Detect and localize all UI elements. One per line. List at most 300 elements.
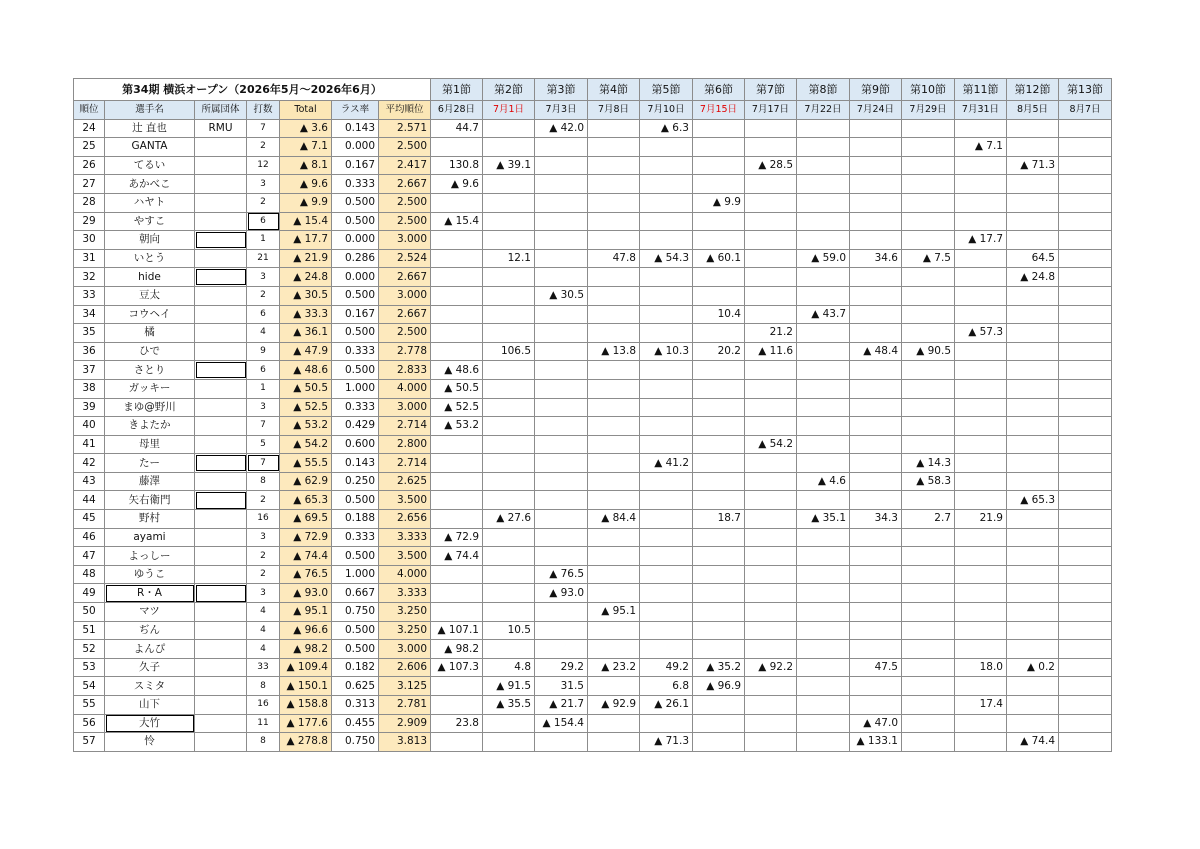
avg-rank-cell: 2.417 <box>379 156 431 175</box>
rank-cell: 53 <box>74 658 105 677</box>
org-cell <box>195 677 247 696</box>
score-cell <box>588 417 640 436</box>
avg-rank-cell: 3.000 <box>379 286 431 305</box>
table-row <box>74 603 1112 622</box>
total-cell: ▲ 17.7 <box>280 231 332 250</box>
score-cell <box>850 324 902 343</box>
score-cell <box>588 733 640 752</box>
last-rate-cell: 0.182 <box>332 658 379 677</box>
date-header: 7月17日 <box>745 101 797 120</box>
score-cell <box>745 696 797 715</box>
score-cell: 6.8 <box>640 677 693 696</box>
score-cell <box>693 565 745 584</box>
score-cell <box>640 528 693 547</box>
score-cell <box>902 547 955 566</box>
player-name-cell: 野村 <box>105 510 195 529</box>
games-cell: 16 <box>247 696 280 715</box>
score-cell <box>431 305 483 324</box>
score-cell: ▲ 107.1 <box>431 621 483 640</box>
avg-rank-cell: 2.714 <box>379 417 431 436</box>
score-cell: ▲ 35.2 <box>693 658 745 677</box>
score-cell <box>1059 379 1112 398</box>
score-cell <box>483 286 535 305</box>
score-cell <box>535 249 588 268</box>
score-cell: 49.2 <box>640 658 693 677</box>
section-header: 第11節 <box>955 79 1007 101</box>
score-cell: ▲ 91.5 <box>483 677 535 696</box>
score-cell <box>1059 565 1112 584</box>
column-header: 所属団体 <box>195 101 247 120</box>
section-header: 第2節 <box>483 79 535 101</box>
score-cell <box>850 286 902 305</box>
score-cell <box>1059 138 1112 157</box>
score-cell <box>693 268 745 287</box>
score-cell: ▲ 0.2 <box>1007 658 1059 677</box>
score-cell <box>955 435 1007 454</box>
rank-cell: 50 <box>74 603 105 622</box>
rank-cell: 28 <box>74 193 105 212</box>
org-cell <box>195 547 247 566</box>
score-cell <box>850 435 902 454</box>
score-cell: ▲ 39.1 <box>483 156 535 175</box>
player-name-cell: ひで <box>105 342 195 361</box>
score-cell <box>693 640 745 659</box>
score-cell <box>797 528 850 547</box>
score-cell <box>1007 361 1059 380</box>
score-cell <box>588 640 640 659</box>
score-cell: ▲ 43.7 <box>797 305 850 324</box>
avg-rank-cell: 2.500 <box>379 193 431 212</box>
score-cell <box>588 398 640 417</box>
player-name-cell: ガッキー <box>105 379 195 398</box>
score-cell: ▲ 27.6 <box>483 510 535 529</box>
player-name-cell: 藤澤 <box>105 472 195 491</box>
org-cell <box>195 379 247 398</box>
score-cell <box>902 491 955 510</box>
score-cell <box>588 268 640 287</box>
games-cell: 7 <box>247 454 280 473</box>
score-cell: 44.7 <box>431 119 483 138</box>
rank-cell: 43 <box>74 472 105 491</box>
org-cell <box>195 342 247 361</box>
score-cell <box>902 621 955 640</box>
score-cell <box>1007 379 1059 398</box>
score-cell <box>850 621 902 640</box>
score-cell: 130.8 <box>431 156 483 175</box>
score-cell <box>640 193 693 212</box>
score-cell: ▲ 48.4 <box>850 342 902 361</box>
score-cell <box>1007 640 1059 659</box>
score-cell <box>955 156 1007 175</box>
score-cell <box>902 193 955 212</box>
score-cell <box>902 677 955 696</box>
score-cell <box>1059 677 1112 696</box>
score-cell <box>1059 268 1112 287</box>
score-cell <box>902 379 955 398</box>
score-cell: ▲ 10.3 <box>640 342 693 361</box>
rank-cell: 25 <box>74 138 105 157</box>
score-cell <box>1007 565 1059 584</box>
score-cell: ▲ 41.2 <box>640 454 693 473</box>
total-cell: ▲ 95.1 <box>280 603 332 622</box>
score-cell <box>640 231 693 250</box>
score-cell <box>640 268 693 287</box>
score-cell <box>902 565 955 584</box>
score-cell: ▲ 74.4 <box>1007 733 1059 752</box>
score-cell <box>797 565 850 584</box>
total-cell: ▲ 69.5 <box>280 510 332 529</box>
date-header: 7月15日 <box>693 101 745 120</box>
date-header: 7月29日 <box>902 101 955 120</box>
score-cell <box>483 565 535 584</box>
score-cell <box>483 491 535 510</box>
score-cell <box>483 305 535 324</box>
score-cell <box>1007 231 1059 250</box>
score-cell <box>693 324 745 343</box>
score-cell <box>745 193 797 212</box>
score-cell <box>850 677 902 696</box>
rank-cell: 49 <box>74 584 105 603</box>
player-name-cell: てるい <box>105 156 195 175</box>
org-cell <box>195 621 247 640</box>
rank-cell: 33 <box>74 286 105 305</box>
table-row <box>74 361 1112 380</box>
last-rate-cell: 0.500 <box>332 193 379 212</box>
avg-rank-cell: 3.250 <box>379 621 431 640</box>
score-cell <box>483 212 535 231</box>
score-cell: ▲ 42.0 <box>535 119 588 138</box>
table-row <box>74 510 1112 529</box>
score-cell <box>588 621 640 640</box>
score-cell <box>850 212 902 231</box>
total-cell: ▲ 21.9 <box>280 249 332 268</box>
games-cell: 3 <box>247 584 280 603</box>
score-cell <box>483 472 535 491</box>
score-cell: ▲ 90.5 <box>902 342 955 361</box>
player-name-cell: ゆうこ <box>105 565 195 584</box>
score-cell <box>902 435 955 454</box>
score-cell: 21.2 <box>745 324 797 343</box>
score-cell: 31.5 <box>535 677 588 696</box>
score-cell: ▲ 6.3 <box>640 119 693 138</box>
avg-rank-cell: 3.000 <box>379 640 431 659</box>
total-cell: ▲ 54.2 <box>280 435 332 454</box>
rank-cell: 42 <box>74 454 105 473</box>
score-cell <box>693 119 745 138</box>
rank-cell: 39 <box>74 398 105 417</box>
score-cell <box>745 528 797 547</box>
score-cell <box>902 603 955 622</box>
score-cell: ▲ 57.3 <box>955 324 1007 343</box>
score-cell <box>955 714 1007 733</box>
score-cell <box>797 714 850 733</box>
score-cell <box>745 231 797 250</box>
score-cell: ▲ 107.3 <box>431 658 483 677</box>
score-cell <box>1007 286 1059 305</box>
score-cell <box>535 417 588 436</box>
table-row <box>74 435 1112 454</box>
score-cell <box>640 398 693 417</box>
score-cell <box>431 603 483 622</box>
score-cell <box>902 398 955 417</box>
score-cell <box>588 547 640 566</box>
last-rate-cell: 0.500 <box>332 640 379 659</box>
score-cell <box>588 119 640 138</box>
table-row <box>74 193 1112 212</box>
score-cell <box>955 584 1007 603</box>
player-name-cell: やすこ <box>105 212 195 231</box>
score-cell <box>1059 175 1112 194</box>
score-cell <box>1007 435 1059 454</box>
score-cell <box>640 417 693 436</box>
total-cell: ▲ 9.6 <box>280 175 332 194</box>
total-cell: ▲ 65.3 <box>280 491 332 510</box>
score-cell <box>640 379 693 398</box>
player-name-cell: ayami <box>105 528 195 547</box>
score-cell <box>693 454 745 473</box>
score-cell <box>902 138 955 157</box>
avg-rank-cell: 3.813 <box>379 733 431 752</box>
score-cell <box>955 603 1007 622</box>
score-cell: 2.7 <box>902 510 955 529</box>
score-cell <box>902 324 955 343</box>
score-cell <box>588 305 640 324</box>
score-cell <box>535 547 588 566</box>
score-cell <box>797 324 850 343</box>
score-cell: 10.4 <box>693 305 745 324</box>
score-cell <box>745 603 797 622</box>
score-cell <box>483 528 535 547</box>
score-cell <box>693 435 745 454</box>
games-cell: 7 <box>247 417 280 436</box>
score-cell <box>431 584 483 603</box>
score-cell <box>483 603 535 622</box>
score-cell <box>693 528 745 547</box>
score-cell: 47.5 <box>850 658 902 677</box>
score-cell <box>1007 342 1059 361</box>
score-cell <box>745 640 797 659</box>
games-cell: 3 <box>247 268 280 287</box>
section-header: 第6節 <box>693 79 745 101</box>
score-cell <box>797 621 850 640</box>
total-cell: ▲ 98.2 <box>280 640 332 659</box>
player-name-cell: マツ <box>105 603 195 622</box>
games-cell: 4 <box>247 621 280 640</box>
score-cell <box>850 491 902 510</box>
score-cell <box>535 212 588 231</box>
date-header: 7月3日 <box>535 101 588 120</box>
score-cell <box>955 472 1007 491</box>
score-cell <box>745 138 797 157</box>
games-cell: 3 <box>247 528 280 547</box>
score-cell <box>745 305 797 324</box>
score-cell <box>955 547 1007 566</box>
avg-rank-cell: 2.571 <box>379 119 431 138</box>
column-header: ラス率 <box>332 101 379 120</box>
table-row <box>74 379 1112 398</box>
avg-rank-cell: 3.000 <box>379 231 431 250</box>
score-cell: ▲ 7.5 <box>902 249 955 268</box>
total-cell: ▲ 33.3 <box>280 305 332 324</box>
score-cell <box>483 454 535 473</box>
table-row <box>74 138 1112 157</box>
score-cell: ▲ 17.7 <box>955 231 1007 250</box>
score-cell <box>797 677 850 696</box>
table-row <box>74 733 1112 752</box>
avg-rank-cell: 2.714 <box>379 454 431 473</box>
score-cell <box>1059 584 1112 603</box>
score-cell <box>955 193 1007 212</box>
score-cell <box>431 324 483 343</box>
org-cell <box>195 175 247 194</box>
org-cell <box>195 454 247 473</box>
org-cell <box>195 361 247 380</box>
score-cell <box>693 584 745 603</box>
games-cell: 11 <box>247 714 280 733</box>
score-cell <box>535 398 588 417</box>
org-cell <box>195 584 247 603</box>
score-cell <box>1007 324 1059 343</box>
score-cell <box>1059 231 1112 250</box>
score-cell <box>640 565 693 584</box>
score-cell <box>955 249 1007 268</box>
score-cell <box>588 435 640 454</box>
player-name-cell: GANTA <box>105 138 195 157</box>
score-cell <box>1059 547 1112 566</box>
score-cell <box>902 714 955 733</box>
score-cell <box>483 733 535 752</box>
score-cell <box>1059 435 1112 454</box>
total-cell: ▲ 62.9 <box>280 472 332 491</box>
score-cell <box>640 621 693 640</box>
date-header: 7月24日 <box>850 101 902 120</box>
score-cell <box>588 454 640 473</box>
score-cell: ▲ 4.6 <box>797 472 850 491</box>
score-cell: 17.4 <box>955 696 1007 715</box>
score-cell <box>431 696 483 715</box>
score-cell <box>640 361 693 380</box>
score-cell: ▲ 35.5 <box>483 696 535 715</box>
score-cell <box>1059 324 1112 343</box>
score-cell: ▲ 23.2 <box>588 658 640 677</box>
rank-cell: 40 <box>74 417 105 436</box>
score-cell <box>640 640 693 659</box>
score-cell <box>955 361 1007 380</box>
score-cell <box>1059 733 1112 752</box>
score-cell <box>850 231 902 250</box>
last-rate-cell: 0.625 <box>332 677 379 696</box>
score-cell <box>431 435 483 454</box>
score-cell <box>640 714 693 733</box>
player-name-cell: hide <box>105 268 195 287</box>
score-cell <box>483 584 535 603</box>
score-cell <box>797 733 850 752</box>
score-cell <box>588 156 640 175</box>
score-cell <box>693 733 745 752</box>
score-cell: 12.1 <box>483 249 535 268</box>
score-cell <box>535 454 588 473</box>
score-cell <box>955 175 1007 194</box>
score-cell <box>1059 696 1112 715</box>
player-name-cell: 辻 直也 <box>105 119 195 138</box>
score-cell: ▲ 133.1 <box>850 733 902 752</box>
section-header: 第7節 <box>745 79 797 101</box>
org-cell <box>195 268 247 287</box>
last-rate-cell: 0.333 <box>332 528 379 547</box>
player-name-cell: コウヘイ <box>105 305 195 324</box>
score-cell: ▲ 7.1 <box>955 138 1007 157</box>
rank-cell: 54 <box>74 677 105 696</box>
last-rate-cell: 0.333 <box>332 398 379 417</box>
score-cell <box>902 417 955 436</box>
last-rate-cell: 0.000 <box>332 231 379 250</box>
standings-table <box>73 78 1112 752</box>
score-cell <box>535 175 588 194</box>
score-cell: ▲ 21.7 <box>535 696 588 715</box>
score-cell: ▲ 93.0 <box>535 584 588 603</box>
score-cell <box>797 454 850 473</box>
last-rate-cell: 0.500 <box>332 212 379 231</box>
score-cell: 21.9 <box>955 510 1007 529</box>
games-cell: 8 <box>247 472 280 491</box>
games-cell: 8 <box>247 733 280 752</box>
avg-rank-cell: 3.500 <box>379 491 431 510</box>
table-row <box>74 491 1112 510</box>
score-cell <box>1007 138 1059 157</box>
total-cell: ▲ 30.5 <box>280 286 332 305</box>
score-cell <box>640 175 693 194</box>
last-rate-cell: 0.500 <box>332 286 379 305</box>
total-cell: ▲ 278.8 <box>280 733 332 752</box>
table-row <box>74 286 1112 305</box>
score-cell <box>1059 212 1112 231</box>
avg-rank-cell: 2.667 <box>379 175 431 194</box>
score-cell <box>483 361 535 380</box>
score-cell <box>797 286 850 305</box>
score-cell <box>797 435 850 454</box>
score-cell <box>1007 417 1059 436</box>
score-cell <box>1007 696 1059 715</box>
score-cell <box>850 454 902 473</box>
score-cell <box>1059 417 1112 436</box>
score-cell <box>693 696 745 715</box>
table-row <box>74 584 1112 603</box>
score-cell: ▲ 74.4 <box>431 547 483 566</box>
score-cell <box>693 138 745 157</box>
score-cell <box>693 491 745 510</box>
score-cell <box>797 138 850 157</box>
score-cell: 106.5 <box>483 342 535 361</box>
score-cell <box>902 696 955 715</box>
player-name-cell: 矢右衛門 <box>105 491 195 510</box>
rank-cell: 36 <box>74 342 105 361</box>
games-cell: 1 <box>247 379 280 398</box>
total-cell: ▲ 50.5 <box>280 379 332 398</box>
last-rate-cell: 0.313 <box>332 696 379 715</box>
games-cell: 4 <box>247 640 280 659</box>
last-rate-cell: 0.143 <box>332 119 379 138</box>
last-rate-cell: 0.000 <box>332 268 379 287</box>
score-cell <box>640 510 693 529</box>
score-cell <box>955 491 1007 510</box>
score-cell <box>1059 528 1112 547</box>
score-cell <box>1007 193 1059 212</box>
rank-cell: 34 <box>74 305 105 324</box>
score-cell <box>745 733 797 752</box>
score-cell <box>431 472 483 491</box>
score-cell <box>797 417 850 436</box>
score-cell <box>850 603 902 622</box>
